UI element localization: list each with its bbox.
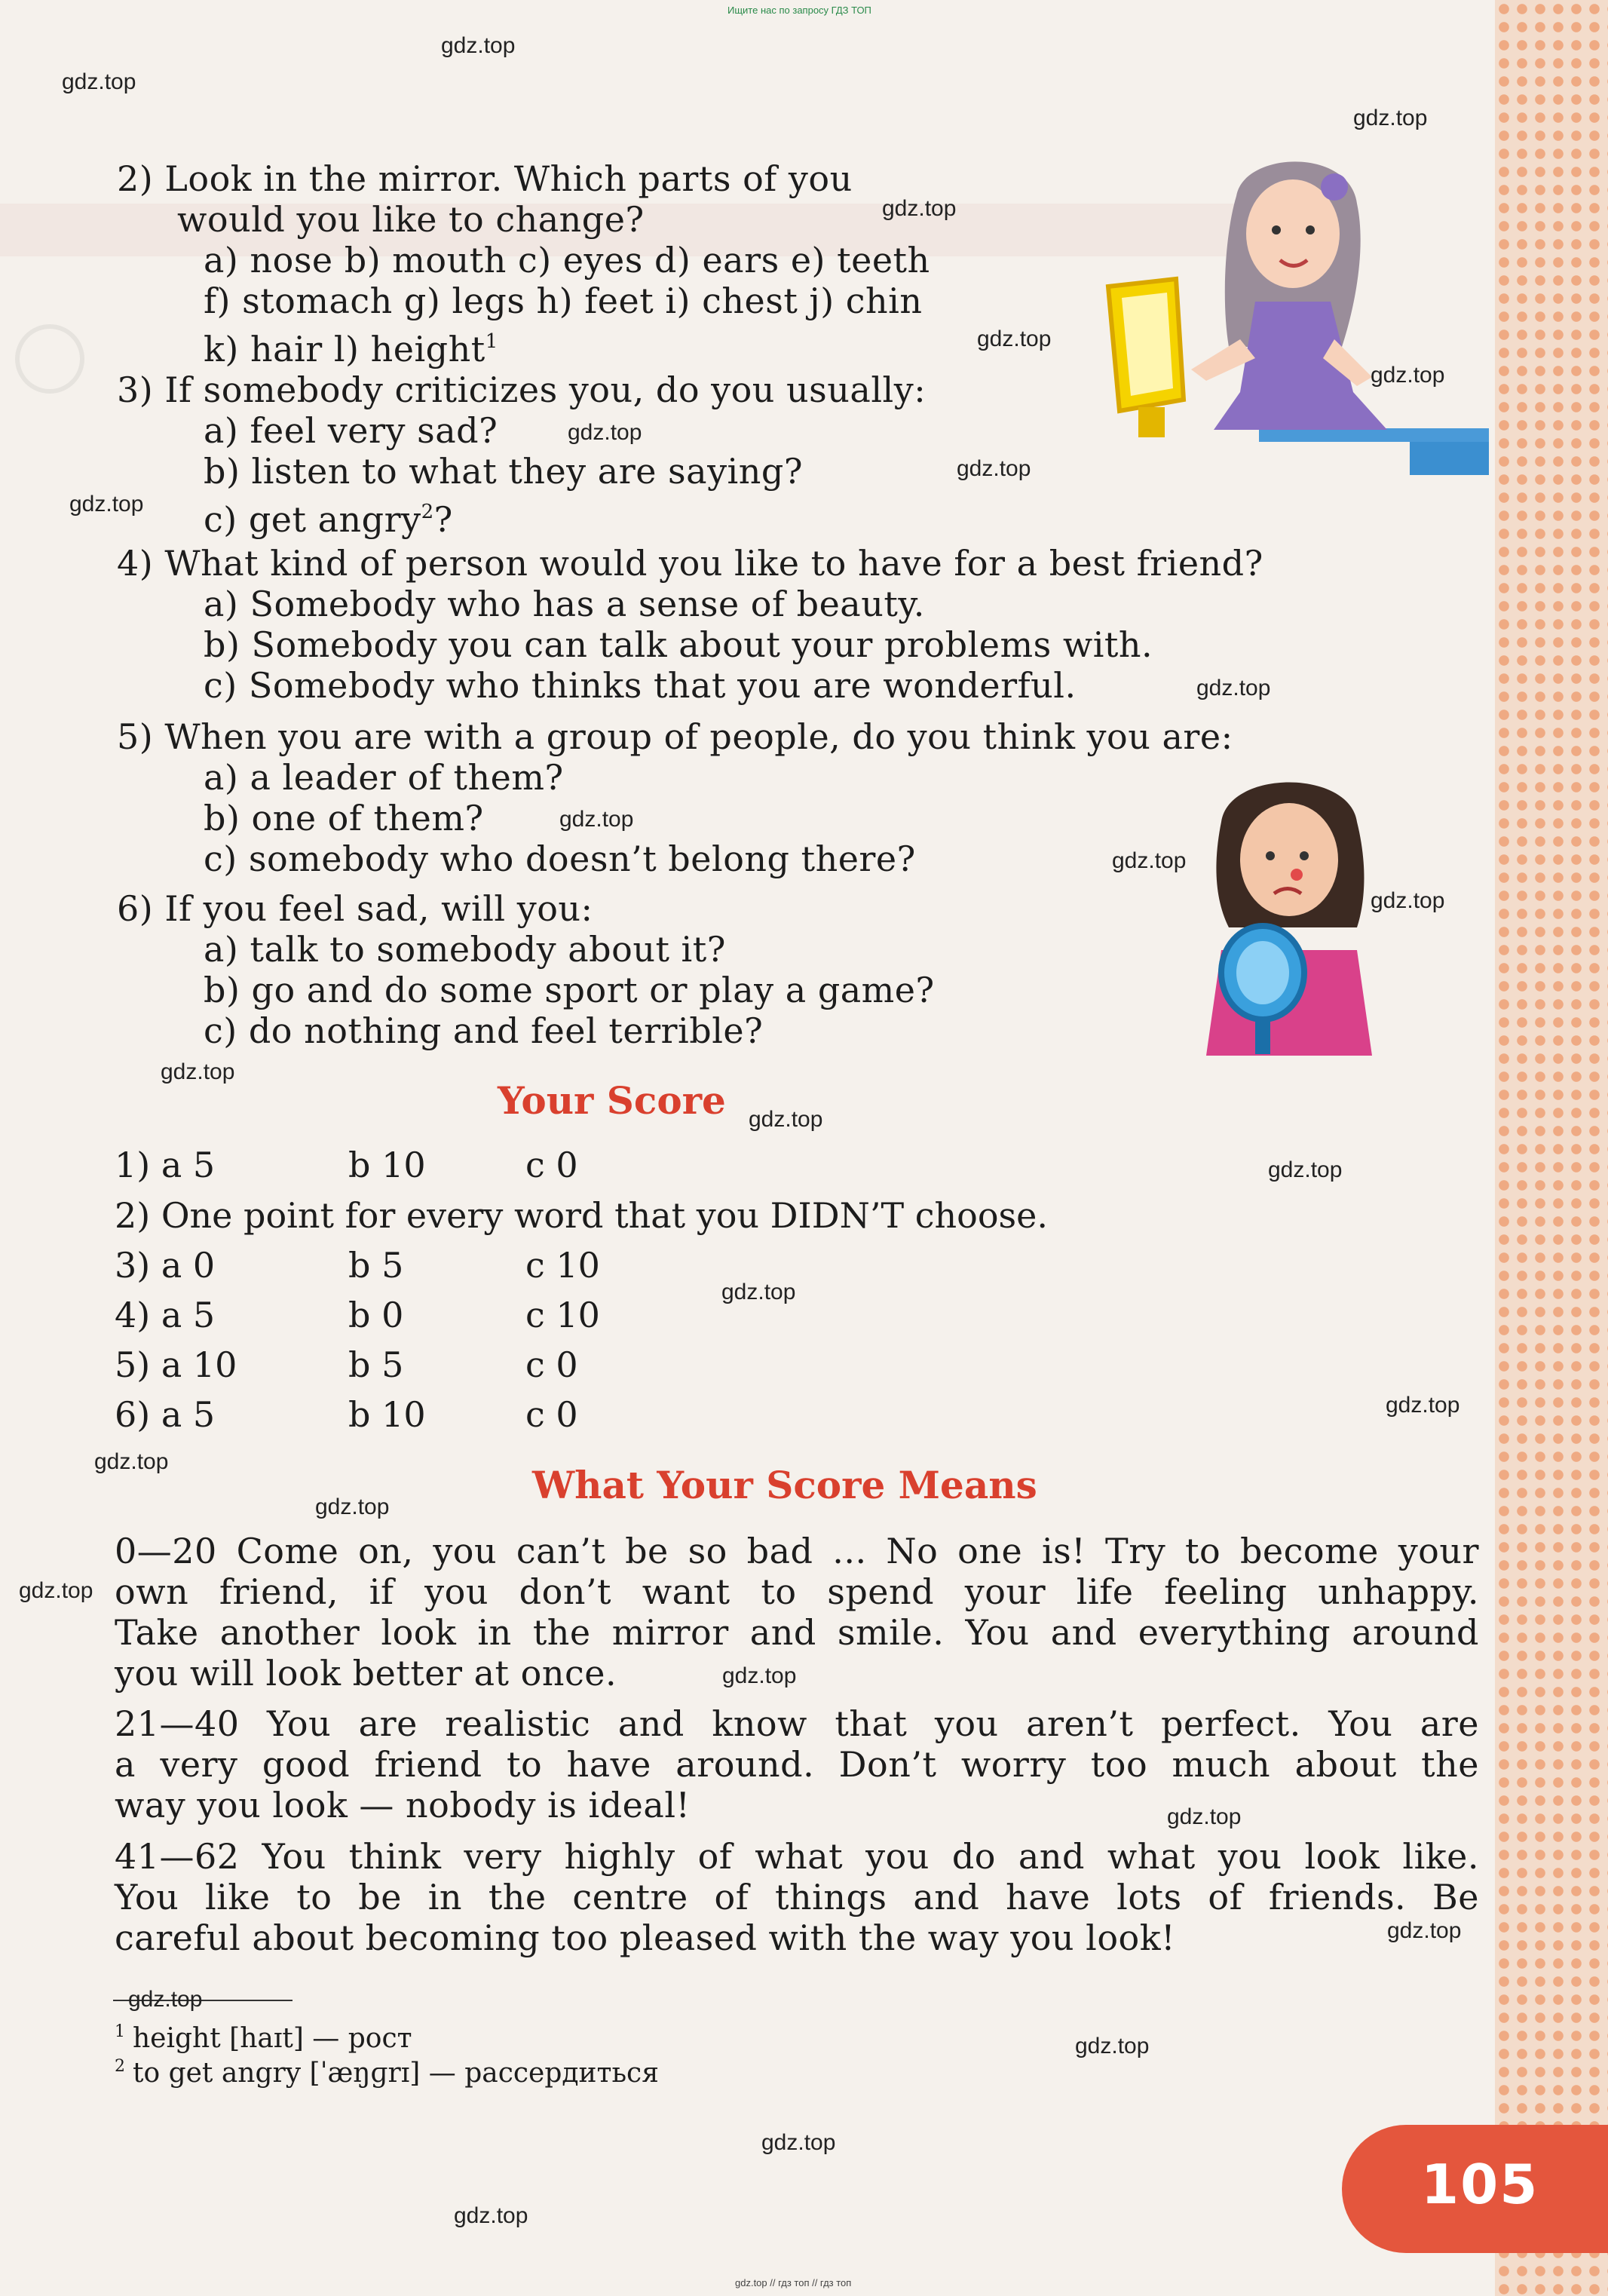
meaning-41-62-line-1: 41—62 You think very highly of what you do and what you look like. bbox=[115, 1836, 1479, 1877]
footnote-2-text: to get angry [ˈæŋɡrɪ] — рассердиться bbox=[133, 2058, 659, 2089]
meaning-0-20-line-4: you will look better at once. bbox=[115, 1653, 617, 1694]
score-row-3-c: c 10 bbox=[525, 1245, 600, 1286]
q4-stem: 4) What kind of person would you like to have for a best friend? bbox=[117, 543, 1263, 584]
watermark: gdz.top bbox=[722, 1663, 797, 1688]
q2-line-1: 2) Look in the mirror. Which parts of you bbox=[117, 158, 853, 199]
watermark: gdz.top bbox=[1268, 1157, 1343, 1182]
score-row-4-b: b 0 bbox=[348, 1295, 404, 1335]
score-row-3-a: 3) a 0 bbox=[115, 1245, 216, 1286]
score-row-4-c: c 10 bbox=[525, 1295, 600, 1335]
q3-option-c bbox=[204, 492, 453, 540]
q2-line-3: a) nose b) mouth c) eyes d) ears e) teeth bbox=[204, 240, 930, 280]
meaning-0-20-line-3: Take another look in the mirror and smile. You and everything around bbox=[115, 1612, 1479, 1653]
watermark: gdz.top bbox=[128, 1987, 203, 2012]
q3-stem: 3) If somebody criticizes you, do you usually: bbox=[117, 369, 927, 410]
q2-line-4: f) stomach g) legs h) feet i) chest j) chin bbox=[204, 280, 923, 321]
watermark: gdz.top bbox=[568, 420, 642, 445]
footnote-2-mark: 2 bbox=[115, 2057, 125, 2076]
bottom-note: gdz.top // гдз топ // гдз топ bbox=[735, 2277, 852, 2288]
watermark: gdz.top bbox=[62, 69, 136, 94]
meaning-21-40-line-1: 21—40 You are realistic and know that you aren’t perfect. You are bbox=[115, 1703, 1479, 1744]
meaning-41-62-line-3: careful about becoming too pleased with the way you look! bbox=[115, 1917, 1176, 1958]
watermark: gdz.top bbox=[1167, 1804, 1242, 1829]
q5-option-c: c) somebody who doesn’t belong there? bbox=[204, 838, 916, 879]
q5-option-a: a) a leader of them? bbox=[204, 757, 564, 798]
watermark: gdz.top bbox=[1075, 2034, 1150, 2058]
score-row-5-a: 5) a 10 bbox=[115, 1344, 237, 1385]
watermark: gdz.top bbox=[1353, 106, 1428, 130]
footnote-marker-2: 2 bbox=[421, 501, 434, 523]
watermark: gdz.top bbox=[1371, 888, 1445, 913]
watermark: gdz.top bbox=[94, 1449, 169, 1474]
score-meaning-heading: What Your Score Means bbox=[532, 1463, 1037, 1507]
score-row-6-c: c 0 bbox=[525, 1394, 578, 1435]
score-row-6-a: 6) a 5 bbox=[115, 1394, 216, 1435]
watermark: gdz.top bbox=[1387, 1918, 1462, 1943]
q3-option-c-text: c) get angry bbox=[204, 499, 421, 540]
top-note: Ищите нас по запросу ГДЗ ТОП bbox=[727, 5, 871, 16]
watermark: gdz.top bbox=[1196, 676, 1271, 700]
q6-stem: 6) If you feel sad, will you: bbox=[117, 888, 593, 929]
score-row-1 bbox=[115, 1145, 215, 1185]
score-row-1-b: b 10 bbox=[348, 1145, 426, 1185]
meaning-41-62-line-2: You like to be in the centre of things and have lots of friends. Be bbox=[115, 1877, 1479, 1917]
q2-line-5 bbox=[204, 321, 498, 369]
watermark: gdz.top bbox=[454, 2203, 528, 2228]
q5-option-b: b) one of them? bbox=[204, 798, 484, 838]
footnote-1-mark: 1 bbox=[115, 2022, 125, 2041]
score-row-5-b: b 5 bbox=[348, 1344, 404, 1385]
dotted-page-edge bbox=[1495, 0, 1608, 2296]
watermark: gdz.top bbox=[441, 33, 516, 58]
q6-option-a: a) talk to somebody about it? bbox=[204, 929, 726, 970]
footnote-1-text: height [haɪt] — рост bbox=[133, 2023, 412, 2054]
score-row-1-a: 1) a 5 bbox=[115, 1145, 216, 1185]
show-through-circle bbox=[15, 324, 84, 394]
page-number: 105 bbox=[1421, 2153, 1539, 2216]
sad-girl-with-mirror-illustration bbox=[1184, 777, 1395, 1056]
watermark: gdz.top bbox=[882, 196, 957, 221]
score-row-3-b: b 5 bbox=[348, 1245, 404, 1286]
q3-option-a: a) feel very sad? bbox=[204, 410, 498, 451]
q6-option-b: b) go and do some sport or play a game? bbox=[204, 970, 935, 1010]
watermark: gdz.top bbox=[761, 2130, 836, 2155]
watermark: gdz.top bbox=[559, 807, 634, 832]
watermark: gdz.top bbox=[1386, 1393, 1460, 1418]
watermark: gdz.top bbox=[315, 1494, 390, 1519]
watermark: gdz.top bbox=[721, 1280, 796, 1304]
meaning-0-20-line-1: 0—20 Come on, you can’t be so bad ... No one is! Try to become your bbox=[115, 1531, 1479, 1571]
score-row-1-c: c 0 bbox=[525, 1145, 578, 1185]
footnote-marker-1: 1 bbox=[485, 330, 498, 353]
q5-stem: 5) When you are with a group of people, do you think you are: bbox=[117, 716, 1233, 757]
watermark: gdz.top bbox=[977, 326, 1052, 351]
score-row-6-b: b 10 bbox=[348, 1394, 426, 1435]
score-row-4-a: 4) a 5 bbox=[115, 1295, 216, 1335]
your-score-heading: Your Score bbox=[498, 1078, 726, 1123]
score-row-2: 2) One point for every word that you DIDN’T choose. bbox=[115, 1195, 1049, 1236]
q3-option-b: b) listen to what they are saying? bbox=[204, 451, 804, 492]
q3-option-c-end: ? bbox=[433, 499, 453, 540]
q2-line-5-text: k) hair l) height bbox=[204, 329, 485, 369]
watermark: gdz.top bbox=[19, 1578, 93, 1603]
q4-option-c: c) Somebody who thinks that you are wonderful. bbox=[204, 665, 1077, 706]
footnote-1 bbox=[115, 2022, 412, 2054]
q2-line-2: would you like to change? bbox=[177, 199, 645, 240]
watermark: gdz.top bbox=[1371, 363, 1445, 388]
watermark: gdz.top bbox=[749, 1107, 823, 1132]
watermark: gdz.top bbox=[69, 492, 144, 517]
q4-option-b: b) Somebody you can talk about your problems with. bbox=[204, 624, 1153, 665]
q6-option-c: c) do nothing and feel terrible? bbox=[204, 1010, 764, 1051]
meaning-21-40-line-3: way you look — nobody is ideal! bbox=[115, 1785, 691, 1825]
footnote-2 bbox=[115, 2057, 659, 2089]
score-row-5-c: c 0 bbox=[525, 1344, 578, 1385]
watermark: gdz.top bbox=[1112, 848, 1187, 873]
girl-with-mirror-illustration bbox=[1093, 151, 1493, 483]
q4-option-a: a) Somebody who has a sense of beauty. bbox=[204, 584, 925, 624]
meaning-21-40-line-2: a very good friend to have around. Don’t worry too much about the bbox=[115, 1744, 1479, 1785]
watermark: gdz.top bbox=[161, 1059, 235, 1084]
watermark: gdz.top bbox=[957, 456, 1031, 481]
meaning-0-20-line-2: own friend, if you don’t want to spend your life feeling unhappy. bbox=[115, 1571, 1479, 1612]
